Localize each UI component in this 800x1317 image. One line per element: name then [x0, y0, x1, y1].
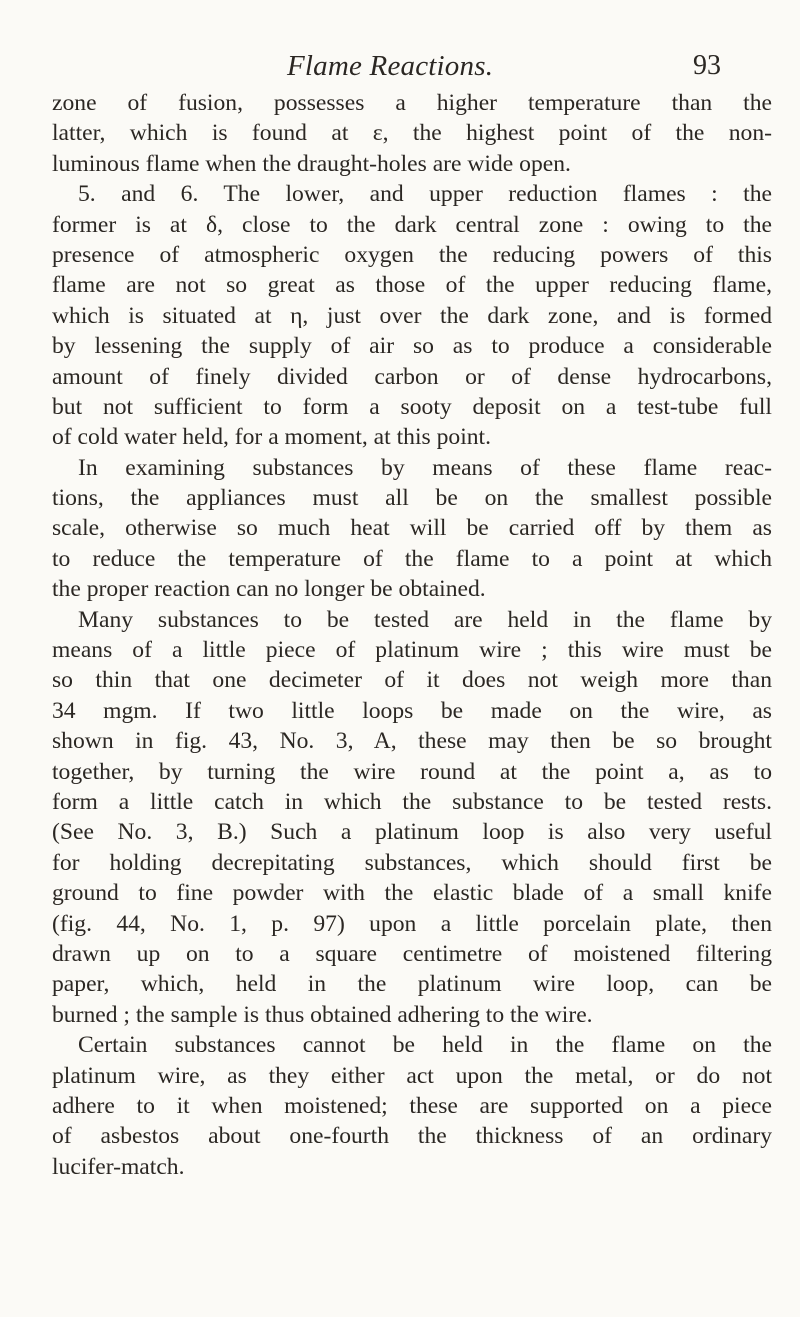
- text-line: which is situated at η, just over the dark zone, and is formed: [52, 302, 772, 329]
- running-head: [0, 50, 800, 90]
- text-line: to reduce the temperature of the flame to a point at which: [52, 545, 772, 572]
- text-line: (See No. 3, B.) Such a platinum loop is also very useful: [52, 819, 772, 846]
- body-text: [52, 88, 772, 1182]
- text-line: 5. and 6. The lower, and upper reduction flames : the: [78, 181, 772, 208]
- text-line: scale, otherwise so much heat will be carried off by them as: [52, 515, 772, 542]
- running-title: Flame Reactions.: [287, 50, 494, 82]
- text-line: amount of finely divided carbon or of dense hydrocarbons,: [52, 363, 772, 390]
- text-line: by lessening the supply of air so as to produce a considerable: [52, 333, 772, 360]
- page-number: 93: [693, 50, 721, 81]
- text-line: flame are not so great as those of the upper reducing flame,: [52, 272, 772, 299]
- text-line: but not sufficient to form a sooty deposit on a test-tube full: [52, 393, 772, 420]
- text-line: Many substances to be tested are held in the flame by: [78, 606, 772, 633]
- text-line: 34 mgm. If two little loops be made on the wire, as: [52, 697, 772, 724]
- text-line: form a little catch in which the substance to be tested rests.: [52, 788, 772, 815]
- text-line: paper, which, held in the platinum wire loop, can be: [52, 971, 772, 998]
- text-line: (fig. 44, No. 1, p. 97) upon a little porcelain plate, then: [52, 910, 772, 937]
- text-line: together, by turning the wire round at the point a, as to: [52, 758, 772, 785]
- text-line: means of a little piece of platinum wire ; this wire must be: [52, 637, 772, 664]
- text-line: Certain substances cannot be held in the flame on the: [78, 1032, 772, 1059]
- text-line: burned ; the sample is thus obtained adhering to the wire.: [52, 1001, 593, 1028]
- text-line: drawn up on to a square centimetre of moistened filtering: [52, 940, 772, 967]
- text-line: lucifer-match.: [52, 1153, 185, 1180]
- text-line: ground to fine powder with the elastic blade of a small knife: [52, 880, 772, 907]
- text-line: former is at δ, close to the dark central zone : owing to the: [52, 211, 772, 238]
- text-line: platinum wire, as they either act upon the metal, or do not: [52, 1062, 772, 1089]
- text-line: adhere to it when moistened; these are supported on a piece: [52, 1092, 772, 1119]
- text-line: presence of atmospheric oxygen the reducing powers of this: [52, 241, 772, 268]
- text-line: tions, the appliances must all be on the smallest possible: [52, 485, 772, 512]
- text-line: of cold water held, for a moment, at this point.: [52, 424, 491, 451]
- text-line: of asbestos about one-fourth the thickness of an ordinary: [52, 1123, 772, 1150]
- text-line: so thin that one decimeter of it does not weigh more than: [52, 667, 772, 694]
- text-line: In examining substances by means of these flame reac-: [78, 454, 772, 481]
- text-line: luminous flame when the draught-holes are wide open.: [52, 150, 571, 177]
- text-line: the proper reaction can no longer be obtained.: [52, 576, 486, 603]
- text-line: zone of fusion, possesses a higher temperature than the: [52, 90, 772, 116]
- text-line: for holding decrepitating substances, which should first be: [52, 849, 772, 876]
- text-line: shown in fig. 43, No. 3, A, these may then be so brought: [52, 728, 772, 755]
- text-line: latter, which is found at ε, the highest point of the non-: [52, 120, 772, 147]
